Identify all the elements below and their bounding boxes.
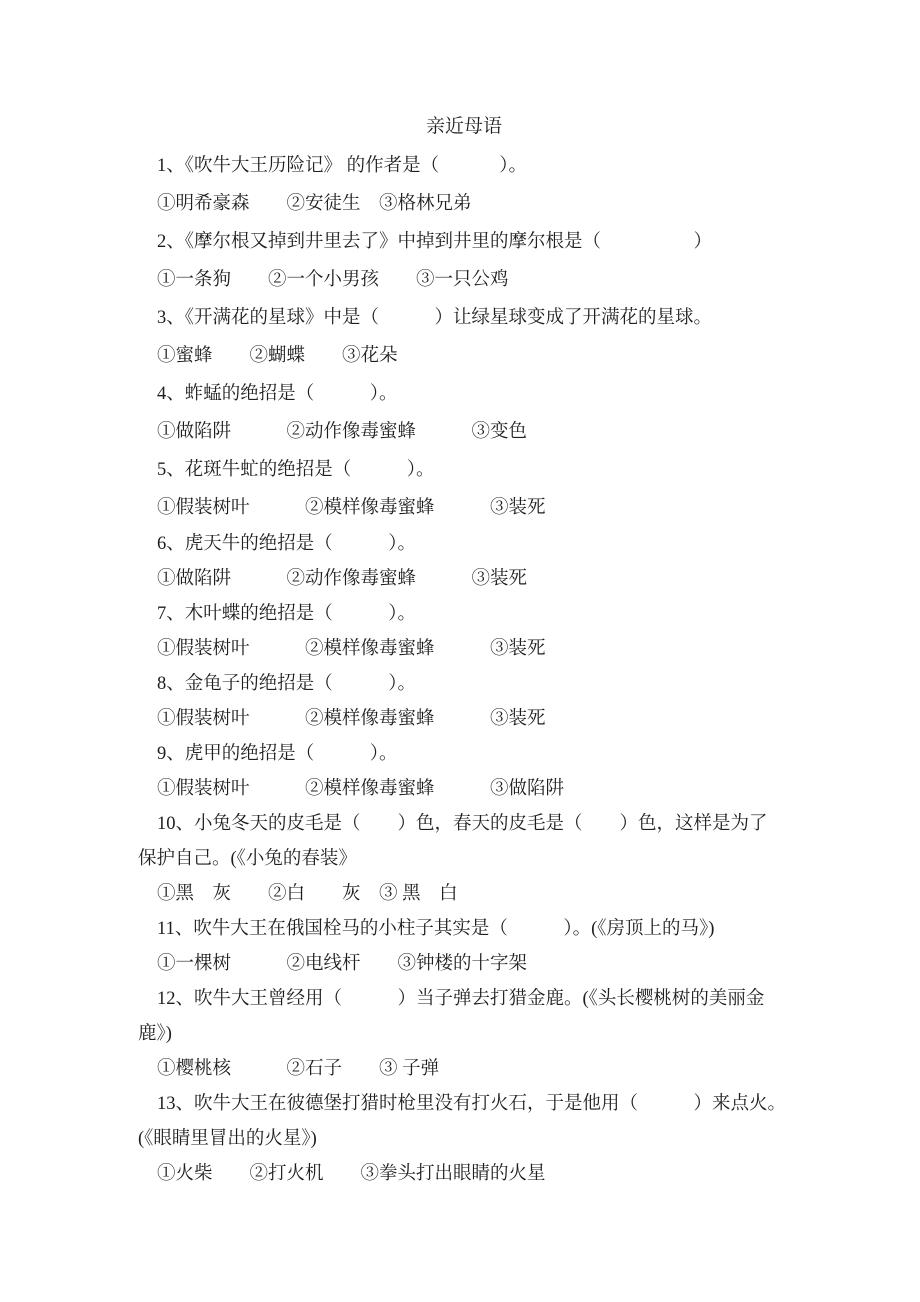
- document-title: 亲近母语: [425, 116, 502, 137]
- question-line: 8、金龟子的绝招是（ ）。: [157, 674, 417, 694]
- question-continuation-line: 鹿》): [138, 1024, 172, 1044]
- question-line: 3、《开满花的星球》中是（ ）让绿星球变成了开满花的星球。: [157, 308, 713, 328]
- options-line: ①一棵树 ②电线杆 ③钟楼的十字架: [157, 954, 528, 974]
- question-line: 4、蚱蜢的绝招是（ ）。: [157, 384, 398, 404]
- options-line: ①火柴 ②打火机 ③拳头打出眼睛的火星: [157, 1164, 546, 1184]
- options-line: ①假装树叶 ②模样像毒蜜蜂 ③装死: [157, 498, 546, 518]
- question-line: 12、吹牛大王曾经用（ ）当子弹去打猎金鹿。(《头长樱桃树的美丽金: [157, 989, 765, 1009]
- question-continuation-line: 保护自己。(《小兔的春装》: [138, 849, 357, 869]
- question-line: 5、花斑牛虻的绝招是（ ）。: [157, 460, 435, 480]
- options-line: ①蜜蜂 ②蝴蝶 ③花朵: [157, 346, 398, 366]
- question-line: 7、木叶蝶的绝招是（ ）。: [157, 604, 417, 624]
- options-line: ①做陷阱 ②动作像毒蜜蜂 ③变色: [157, 422, 528, 442]
- options-line: ①做陷阱 ②动作像毒蜜蜂 ③装死: [157, 569, 528, 589]
- options-line: ①一条狗 ②一个小男孩 ③一只公鸡: [157, 270, 509, 290]
- question-line: 9、虎甲的绝招是（ ）。: [157, 744, 398, 764]
- question-line: 2、《摩尔根又掉到井里去了》中掉到井里的摩尔根是（ ）: [157, 232, 713, 252]
- question-line: 13、吹牛大王在彼德堡打猎时枪里没有打火石，于是他用（ ）来点火。: [157, 1094, 787, 1114]
- options-line: ①樱桃核 ②石子 ③ 子弹: [157, 1059, 440, 1079]
- question-continuation-line: (《眼睛里冒出的火星》): [138, 1129, 317, 1149]
- question-line: 1、《吹牛大王历险记》 的作者是（ ）。: [157, 156, 528, 176]
- options-line: ①假装树叶 ②模样像毒蜜蜂 ③做陷阱: [157, 779, 565, 799]
- options-line: ①假装树叶 ②模样像毒蜜蜂 ③装死: [157, 639, 546, 659]
- options-line: ①明希豪森 ②安徒生 ③格林兄弟: [157, 194, 472, 214]
- question-line: 11、吹牛大王在俄国栓马的小柱子其实是（ ）。(《房顶上的马》): [157, 919, 715, 939]
- options-line: ①假装树叶 ②模样像毒蜜蜂 ③装死: [157, 709, 546, 729]
- options-line: ①黑 灰 ②白 灰 ③ 黑 白: [157, 884, 458, 904]
- question-line: 6、虎天牛的绝招是（ ）。: [157, 534, 417, 554]
- question-line: 10、小兔冬天的皮毛是（ ）色，春天的皮毛是（ ）色，这样是为了: [157, 814, 768, 834]
